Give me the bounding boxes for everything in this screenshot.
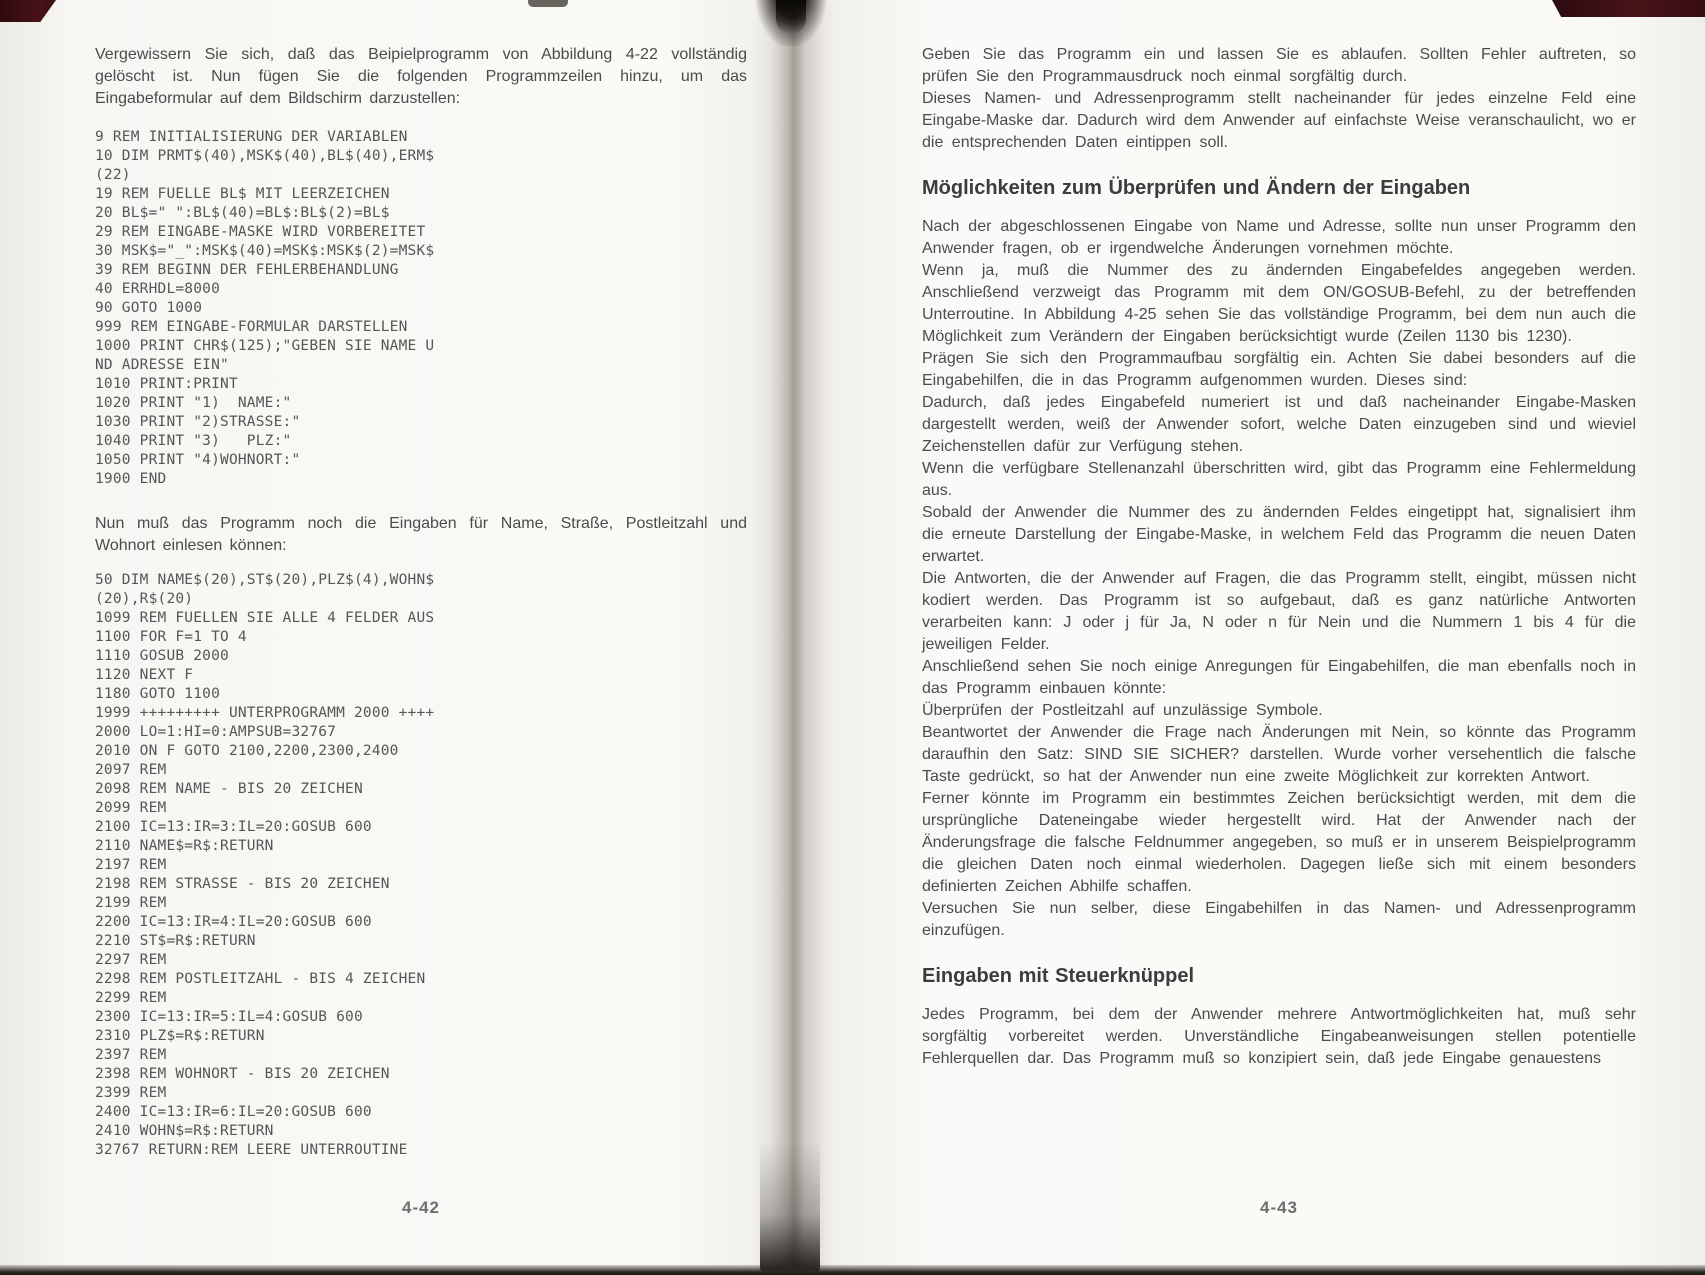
code-line: 29 REM EINGABE-MASKE WIRD VORBEREITET — [95, 224, 426, 240]
code-line: 1180 GOTO 1100 — [95, 686, 221, 702]
code-line: 2410 WOHN$=R$:RETURN — [95, 1123, 274, 1139]
page-number-right: 4-43 — [1259, 1198, 1299, 1217]
code-line: 1900 END — [95, 471, 167, 487]
right-page — [922, 44, 1636, 1070]
code-line: 2310 PLZ$=R$:RETURN — [95, 1028, 265, 1044]
scan-top-speck — [528, 0, 568, 7]
code-line: 2199 REM — [95, 895, 167, 911]
paragraph: Dadurch, daß jedes Eingabefeld numeriert ist und daß nacheinander Eingabe-Masken dargestellt werden, weiß der Anwender sofort, welche Daten einzugeben sind und wieviel Zeichenstellen dafür zur Verfügung stehen. — [922, 394, 1636, 455]
paragraph: Anschließend sehen Sie noch einige Anregungen für Eingabehilfen, die man ebenfalls noch in das Programm einbauen könnte: — [922, 658, 1636, 697]
code-line: 19 REM FUELLE BL$ MIT LEERZEICHEN — [95, 186, 390, 202]
code-line: 90 GOTO 1000 — [95, 300, 203, 316]
code-line: 39 REM BEGINN DER FEHLERBEHANDLUNG — [95, 262, 399, 278]
code-line: 2198 REM STRASSE - BIS 20 ZEICHEN — [95, 876, 390, 892]
scan-bottom-edge — [0, 1265, 1705, 1275]
book-gutter-shadow — [752, 0, 834, 1275]
code-line: 2399 REM — [95, 1085, 167, 1101]
code-line: 1050 PRINT "4)WOHNORT:" — [95, 452, 301, 468]
code-line: 1030 PRINT "2)STRASSE:" — [95, 414, 301, 430]
code-line: 50 DIM NAME$(20),ST$(20),PLZ$(4),WOHN$ — [95, 572, 435, 588]
code-line: ND ADRESSE EIN" — [95, 357, 229, 373]
code-line: 999 REM EINGABE-FORMULAR DARSTELLEN — [95, 319, 408, 335]
paragraph: Nun muß das Programm noch die Eingaben für Name, Straße, Postleitzahl und Wohnort einlesen können: — [95, 515, 747, 554]
paragraph: Geben Sie das Programm ein und lassen Sie es ablaufen. Sollten Fehler auftreten, so prüfen Sie den Programmausdruck noch einmal sorgfältig durch. — [922, 46, 1636, 85]
code-line: 32767 RETURN:REM LEERE UNTERROUTINE — [95, 1142, 408, 1158]
code-line: 2100 IC=13:IR=3:IL=20:GOSUB 600 — [95, 819, 372, 835]
code-line: 2210 ST$=R$:RETURN — [95, 933, 256, 949]
paragraph: Dieses Namen- und Adressenprogramm stellt nacheinander für jedes einzelne Feld eine Eingabe-Maske dar. Dadurch wird dem Anwender auf einfachste Weise veranschaulicht, wo er die entsprechenden Daten eintippen soll. — [922, 90, 1636, 151]
code-line: 2197 REM — [95, 857, 167, 873]
code-listing-2 — [95, 571, 747, 1160]
paragraph: Versuchen Sie nun selber, diese Eingabehilfen in das Namen- und Adressenprogramm einzufügen. — [922, 900, 1636, 939]
code-line: 2300 IC=13:IR=5:IL=4:GOSUB 600 — [95, 1009, 363, 1025]
code-line: 2298 REM POSTLEITZAHL - BIS 4 ZEICHEN — [95, 971, 426, 987]
code-line: 2297 REM — [95, 952, 167, 968]
code-line: 2097 REM — [95, 762, 167, 778]
paragraph: Jedes Programm, bei dem der Anwender mehrere Antwortmöglichkeiten hat, muß sehr sorgfältig vorbereitet werden. Unverständliche Eingabeanweisungen stellen potentielle Fehlerquellen dar. Das Programm muß so konzipiert sein, daß jede Eingabe genauestens — [922, 1006, 1636, 1067]
code-line: 1040 PRINT "3) PLZ:" — [95, 433, 292, 449]
paragraph: Vergewissern Sie sich, daß das Beipielprogramm von Abbildung 4-22 vollständig gelöscht ist. Nun fügen Sie die folgenden Programmzeilen hinzu, um das Eingabeformular auf dem Bildschirm darzustellen: — [95, 46, 747, 107]
code-line: 2397 REM — [95, 1047, 167, 1063]
code-line: 2098 REM NAME - BIS 20 ZEICHEN — [95, 781, 363, 797]
scan-corner-top-left — [0, 0, 56, 22]
paragraph: Überprüfen der Postleitzahl auf unzulässige Symbole. — [922, 702, 1323, 719]
code-line: 1110 GOSUB 2000 — [95, 648, 229, 664]
code-line: 2000 LO=1:HI=0:AMPSUB=32767 — [95, 724, 337, 740]
paragraph: Ferner könnte im Programm ein bestimmtes Zeichen berücksichtigt werden, mit dem die ursprüngliche Dateneingabe wieder hergestellt wird. Hat der Anwender nach der Änderungsfrage die falsche Feldnummer angegeben, so muß er in unserem Beispielprogramm die gleichen Daten noch einmal wiederholen. Dagegen ließe sich mit einem besonders definierten Zeichen Abhilfe schaffen. — [922, 790, 1636, 895]
code-line: 2400 IC=13:IR=6:IL=20:GOSUB 600 — [95, 1104, 372, 1120]
code-line: 2398 REM WOHNORT - BIS 20 ZEICHEN — [95, 1066, 390, 1082]
code-line: 2200 IC=13:IR=4:IL=20:GOSUB 600 — [95, 914, 372, 930]
code-line: 9 REM INITIALISIERUNG DER VARIABLEN — [95, 129, 408, 145]
code-line: 2010 ON F GOTO 2100,2200,2300,2400 — [95, 743, 399, 759]
code-line: 1000 PRINT CHR$(125);"GEBEN SIE NAME U — [95, 338, 435, 354]
code-line: 1100 FOR F=1 TO 4 — [95, 629, 247, 645]
gutter-top-core-shadow — [776, 0, 806, 34]
paragraph: Wenn die verfügbare Stellenanzahl überschritten wird, gibt das Programm eine Fehlermeldung aus. — [922, 460, 1636, 499]
code-line: 1120 NEXT F — [95, 667, 194, 683]
code-line: 1010 PRINT:PRINT — [95, 376, 238, 392]
code-line: 2299 REM — [95, 990, 167, 1006]
code-line: 2099 REM — [95, 800, 167, 816]
code-line: 10 DIM PRMT$(40),MSK$(40),BL$(40),ERM$ — [95, 148, 435, 164]
gutter-top-shadow — [756, 0, 826, 46]
page-number-left: 4-42 — [401, 1198, 441, 1217]
section-heading: Möglichkeiten zum Überprüfen und Ändern der Eingaben — [922, 177, 1471, 199]
paragraph: Beantwortet der Anwender die Frage nach Änderungen mit Nein, so könnte das Programm daraufhin den Satz: SIND SIE SICHER? darstellen. Wurde vorher versehentlich die falsche Taste gedrückt, so hat der Anwender nun eine zweite Möglichkeit zur korrekten Antwort. — [922, 724, 1636, 785]
left-page — [95, 44, 747, 1160]
code-line: (20),R$(20) — [95, 591, 194, 607]
paragraph: Die Antworten, die der Anwender auf Fragen, die das Programm stellt, eingibt, müssen nicht kodiert werden. Das Programm ist so aufgebaut, daß es ganz natürliche Antworten verarbeiten kann: J oder j für Ja, N oder n für Nein und die Nummern 1 bis 4 für die jeweiligen Felder. — [922, 570, 1636, 653]
gutter-bottom-shadow — [760, 1140, 820, 1275]
code-line: 40 ERRHDL=8000 — [95, 281, 221, 297]
code-line: 2110 NAME$=R$:RETURN — [95, 838, 274, 854]
code-line: 20 BL$=" ":BL$(40)=BL$:BL$(2)=BL$ — [95, 205, 390, 221]
paragraph: Nach der abgeschlossenen Eingabe von Name und Adresse, sollte nun unser Programm den Anwender fragen, ob er irgendwelche Änderungen vornehmen möchte. — [922, 218, 1636, 257]
code-line: 30 MSK$="_":MSK$(40)=MSK$:MSK$(2)=MSK$ — [95, 243, 435, 259]
code-line: 1020 PRINT "1) NAME:" — [95, 395, 292, 411]
code-listing-1 — [95, 128, 747, 489]
code-line: 1099 REM FUELLEN SIE ALLE 4 FELDER AUS — [95, 610, 435, 626]
section-heading: Eingaben mit Steuerknüppel — [922, 965, 1195, 987]
code-line: 1999 +++++++++ UNTERPROGRAMM 2000 ++++ — [95, 705, 435, 721]
paragraph: Sobald der Anwender die Nummer des zu ändernden Feldes eingetippt hat, signalisiert ihm die erneute Darstellung der Eingabe-Maske, in welchem Feld das Programm die neuen Daten erwartet. — [922, 504, 1636, 565]
code-line: (22) — [95, 167, 131, 183]
paragraph: Wenn ja, muß die Nummer des zu ändernden Eingabefeldes angegeben werden. Anschließend verzweigt das Programm mit dem ON/GOSUB-Befehl, zu der betreffenden Unterroutine. In Abbildung 4-25 sehen Sie das vollständige Programm, bei dem nun auch die Möglichkeit zum Verändern der Eingaben berücksichtigt wurde (Zeilen 1130 bis 1230). — [922, 262, 1636, 345]
paragraph: Prägen Sie sich den Programmaufbau sorgfältig ein. Achten Sie dabei besonders auf die Eingabehilfen, die in das Programm aufgenommen wurden. Dieses sind: — [922, 350, 1636, 389]
scan-corner-top-right — [1552, 0, 1705, 17]
